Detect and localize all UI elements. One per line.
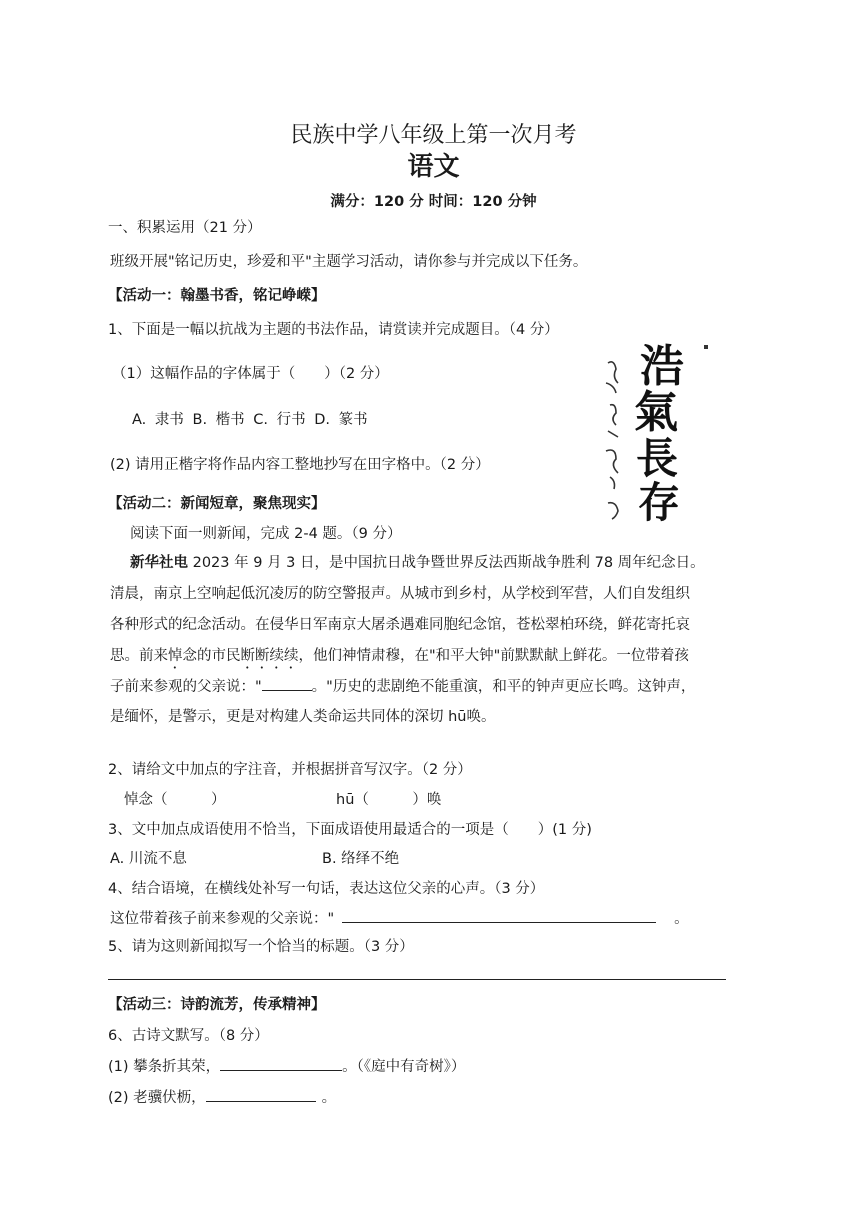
question-2-a[interactable]: 悼念（ ） <box>124 792 226 808</box>
section1-intro: 班级开展"铭记历史，珍爱和平"主题学习活动，请你参与并完成以下任务。 <box>110 254 588 270</box>
news-line-5-a: 子前来参观的父亲说：" <box>110 679 262 695</box>
question-6-2 <box>108 1086 336 1107</box>
question-4-prompt: 这位带着孩子前来参观的父亲说：" <box>110 911 335 927</box>
news-line-5 <box>110 675 695 696</box>
question-1-1-options: A. 隶书 B. 楷书 C. 行书 D. 篆书 <box>132 412 368 428</box>
question-6-1 <box>108 1055 465 1076</box>
question-6-1-source: 。（《庭中有奇树》） <box>342 1059 466 1075</box>
question-6-2-blank[interactable] <box>206 1086 316 1102</box>
calligraphy-artwork <box>600 335 720 525</box>
news-line-2: 清晨，南京上空响起低沉凌厉的防空警报声。从城市到乡村，从学校到军营，人们自发组织 <box>110 586 690 602</box>
news-line-4 <box>110 644 689 672</box>
question-1-1: （1）这幅作品的字体属于（ ）（2 分） <box>112 366 389 382</box>
activity3-heading: 【活动三：诗韵流芳，传承精神】 <box>108 997 326 1013</box>
calligraphy-char-2: 氣 <box>634 387 678 438</box>
question-5-answer-line[interactable] <box>108 979 726 980</box>
activity2-instruction: 阅读下面一则新闻，完成 2-4 题。（9 分） <box>130 526 402 542</box>
news-line-1 <box>130 551 705 572</box>
news-line-5-b: 。"历史的悲剧绝不能重演，和平的钟声更应长鸣。这钟声， <box>311 679 696 695</box>
question-1-2: (2) 请用正楷字将作品内容工整地抄写在田字格中。（2 分） <box>110 457 490 473</box>
question-6-1-prompt: (1) 攀条折其荣， <box>108 1059 221 1075</box>
activity2-heading: 【活动二：新闻短章，聚焦现实】 <box>108 496 326 512</box>
news-line-1-text: 2023 年 9 月 3 日，是中国抗日战争暨世界反法西斯战争胜利 78 周年纪念日。 <box>188 555 705 571</box>
question-3: 3、文中加点成语使用不恰当，下面成语使用最适合的一项是（ ）(1 分) <box>108 822 592 838</box>
news-line-4-b: 念的市民 <box>182 648 241 664</box>
exam-meta: 满分：120 分 时间：120 分钟 <box>330 194 537 210</box>
calligraphy-char-3: 長 <box>636 434 679 483</box>
question-6-2-end: 。 <box>321 1090 337 1106</box>
question-2: 2、请给文中加点的字注音，并根据拼音写汉字。（2 分） <box>108 762 472 778</box>
news-lead: 新华社电 <box>130 555 188 571</box>
exam-title: 民族中学八年级上第一次月考 <box>290 123 577 148</box>
question-4-line <box>110 907 689 928</box>
question-6: 6、古诗文默写。（8 分） <box>108 1028 269 1044</box>
question-4: 4、结合语境，在横线处补写一句话，表达这位父亲的心声。（3 分） <box>108 881 545 897</box>
question-1: 1、下面是一幅以抗战为主题的书法作品，请赏读并完成题目。（4 分） <box>108 322 559 338</box>
subject-title: 语文 <box>407 152 460 182</box>
activity1-heading: 【活动一：翰墨书香，铭记峥嵘】 <box>108 288 326 304</box>
news-line-6: 是缅怀，是警示，更是对构建人类命运共同体的深切 hū唤。 <box>110 709 496 725</box>
news-blank[interactable] <box>262 675 312 691</box>
calligraphy-char-4: 存 <box>638 478 681 525</box>
news-line-4-c: ，他们神情肃穆，在"和平大钟"前默默献上鲜花。一位带着孩 <box>298 648 689 664</box>
calligraphy-inscription <box>606 362 618 519</box>
question-4-end: 。 <box>674 911 689 927</box>
question-5: 5、请为这则新闻拟写一个恰当的标题。（3 分） <box>108 939 414 955</box>
seal-mark <box>704 345 708 349</box>
news-line-3: 各种形式的纪念活动。在侵华日军南京大屠杀遇难同胞纪念馆，苍松翠柏环绕，鲜花寄托哀 <box>110 617 690 633</box>
dotted-char: 悼 <box>168 648 183 664</box>
question-6-2-prompt: (2) 老骥伏枥， <box>108 1090 206 1106</box>
question-3-option-b[interactable]: B. 络绎不绝 <box>322 851 400 867</box>
calligraphy-char-1: 浩 <box>640 341 684 392</box>
question-3-option-a[interactable]: A. 川流不息 <box>110 851 187 867</box>
question-4-answer-blank[interactable] <box>342 907 656 923</box>
dotted-idiom: 断断续续 <box>240 648 299 664</box>
question-6-1-blank[interactable] <box>220 1055 342 1071</box>
section1-heading: 一、积累运用（21 分） <box>108 220 262 236</box>
question-2-b[interactable]: hū（ ）唤 <box>336 792 442 808</box>
news-line-4-a: 思。前来 <box>110 648 168 664</box>
